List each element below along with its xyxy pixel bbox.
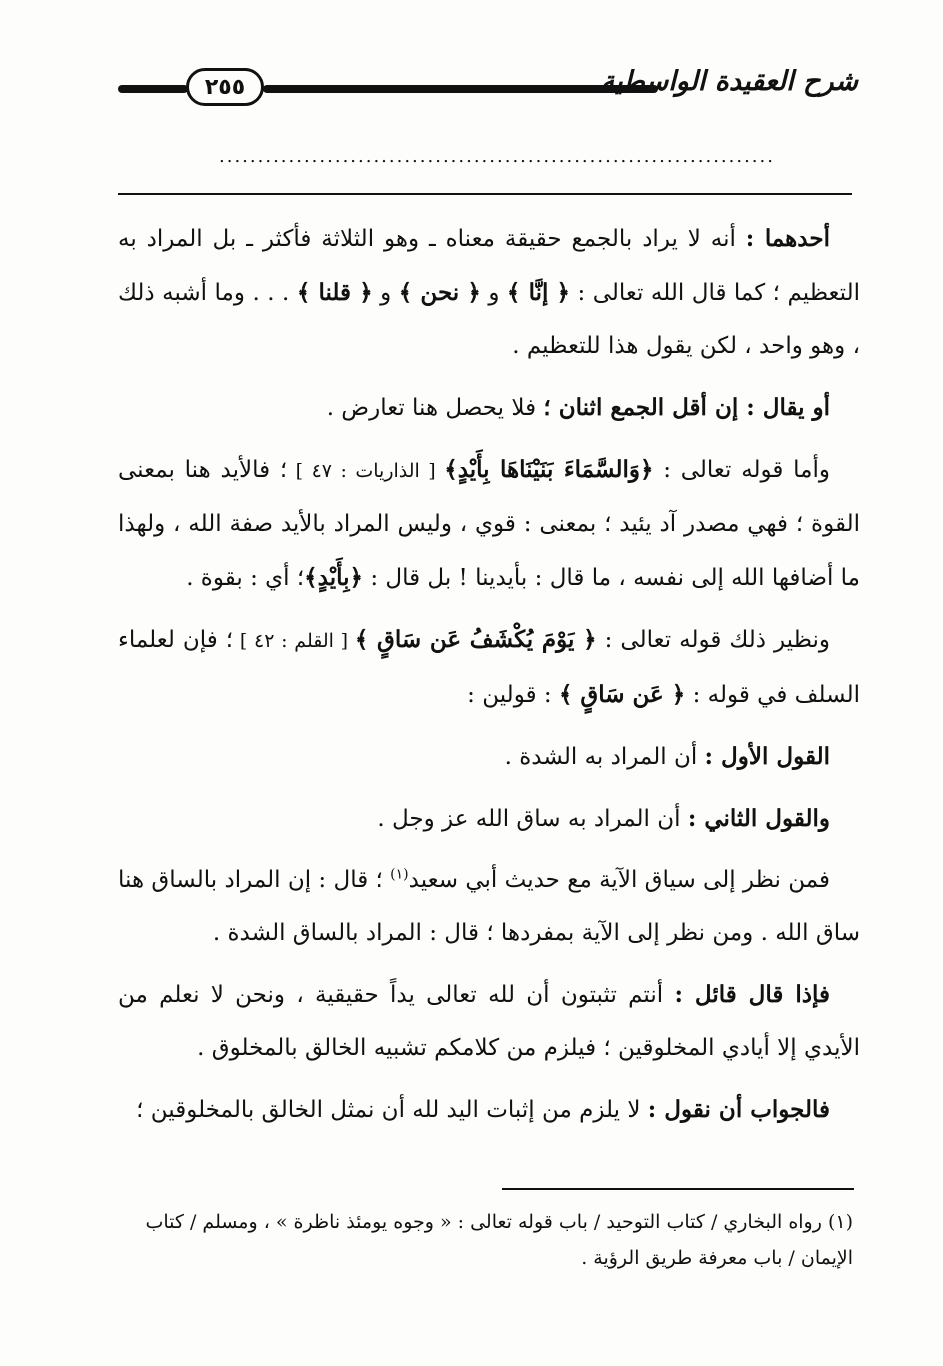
quran-quote: ﴿ قلنا ﴾ [296,279,373,306]
page-header [118,62,858,112]
paragraph-text: فمن نظر إلى سياق الآية مع حديث أبي سعيد [408,867,830,893]
connector-text: و [372,280,399,306]
paragraph-3 [118,443,860,605]
footnote-marker: (١) [390,866,409,883]
separator-dots: ........................................................................ [219,150,775,164]
paragraph-lead: فإذا قال قائل : [674,981,831,1008]
verse-reference: [ القلم : ٤٢ ] [233,630,355,652]
paragraph-text: وأما قوله تعالى : [653,457,830,483]
paragraph-lead: والقول الثاني : [687,805,830,832]
verse-reference: [ الذاريات : ٤٧ ] [287,460,445,482]
paragraph-text: أنتم تثبتون أن لله تعالى يداً حقيقية ، ونحن لا نعلم من الأيدي إلا أيادي المخلوقين ؛ فيلزم من كلامكم تشبيه الخالق بالمخلوق . [118,982,860,1061]
paragraph-5 [118,730,860,784]
paragraph-2 [118,381,860,435]
quran-quote: ﴿ يَوْمَ يُكْشَفُ عَن سَاقٍ ﴾ [354,626,597,653]
paragraph-1 [118,212,860,373]
paragraph-4 [118,613,860,722]
paragraph-lead: فالجواب أن نقول : [647,1096,830,1123]
quran-quote: ﴿ إنَّا ﴾ [506,279,571,306]
paragraph-lead: أحدهما : [745,225,830,252]
paragraph-7 [118,854,860,960]
paragraph-text: أنه لا يراد بالجمع حقيقة معناه ـ وهو الثلاثة فأكثر ـ بل المراد به التعظيم ؛ كما قال الله تعالى : [118,226,860,306]
paragraph-text: ؛ أي : بقوة . [186,565,305,591]
paragraph-text: . . . وما أشبه ذلك ، وهو واحد ، لكن يقول هذا للتعظيم . [118,280,860,359]
paragraph-text: ؛ فالأيد هنا بمعنى القوة ؛ فهي مصدر آد يئيد ؛ بمعنى : قوي ، وليس المراد بالأيد صفة الله ، ولهذا ما أضافها الله إلى نفسه ، ما قال : بأيدينا ! بل قال : [118,457,860,591]
page-number: ٢٥٥ [186,68,264,106]
paragraph-6 [118,792,860,846]
paragraph-text: ونظير ذلك قوله تعالى : [596,627,830,653]
paragraph-text: أن المراد به ساق الله عز وجل . [377,806,688,832]
paragraph-text: : قولين : [467,682,559,708]
paragraph-lead: القول الأول : [704,743,830,770]
quran-quote: ﴿ نحن ﴾ [398,279,481,306]
quran-quote: ﴿ عَن سَاقٍ ﴾ [558,681,686,708]
top-divider [118,193,852,195]
main-text [118,212,860,1145]
paragraph-text: ؛ قال : إن المراد بالساق هنا ساق الله . ومن نظر إلى الآية بمفردها ؛ قال : المراد بالساق الشدة . [118,867,860,946]
header-rule-middle [263,85,658,93]
connector-text: و [480,280,507,306]
paragraph-text: أن المراد به الشدة . [504,744,705,770]
paragraph-9 [118,1083,860,1137]
quran-quote: ﴿وَالسَّمَاءَ بَنَيْنَاهَا بِأَيْدٍ﴾ [444,456,654,483]
paragraph-8 [118,968,860,1075]
footnote-divider [502,1188,854,1190]
paragraph-text: لا يلزم من إثبات اليد لله أن نمثل الخالق بالمخلوقين ؛ [136,1097,648,1123]
footnote: (١) رواه البخاري / كتاب التوحيد / باب قوله تعالى : « وجوه يومئذ ناظرة » ، ومسلم / كتاب الإيمان / باب معرفة طريق الرؤية . [145,1211,853,1269]
quran-quote: ﴿بِأَيْدٍ﴾ [304,564,364,591]
paragraph-text: ؛ فإن لعلماء السلف في قوله : [118,627,860,708]
paragraph-lead: أو يقال : إن أقل الجمع اثنان ؛ [543,394,830,421]
header-rule-left [118,85,188,93]
book-title: شرح العقيدة الواسطية [600,66,858,97]
paragraph-text: فلا يحصل هنا تعارض . [326,395,544,421]
